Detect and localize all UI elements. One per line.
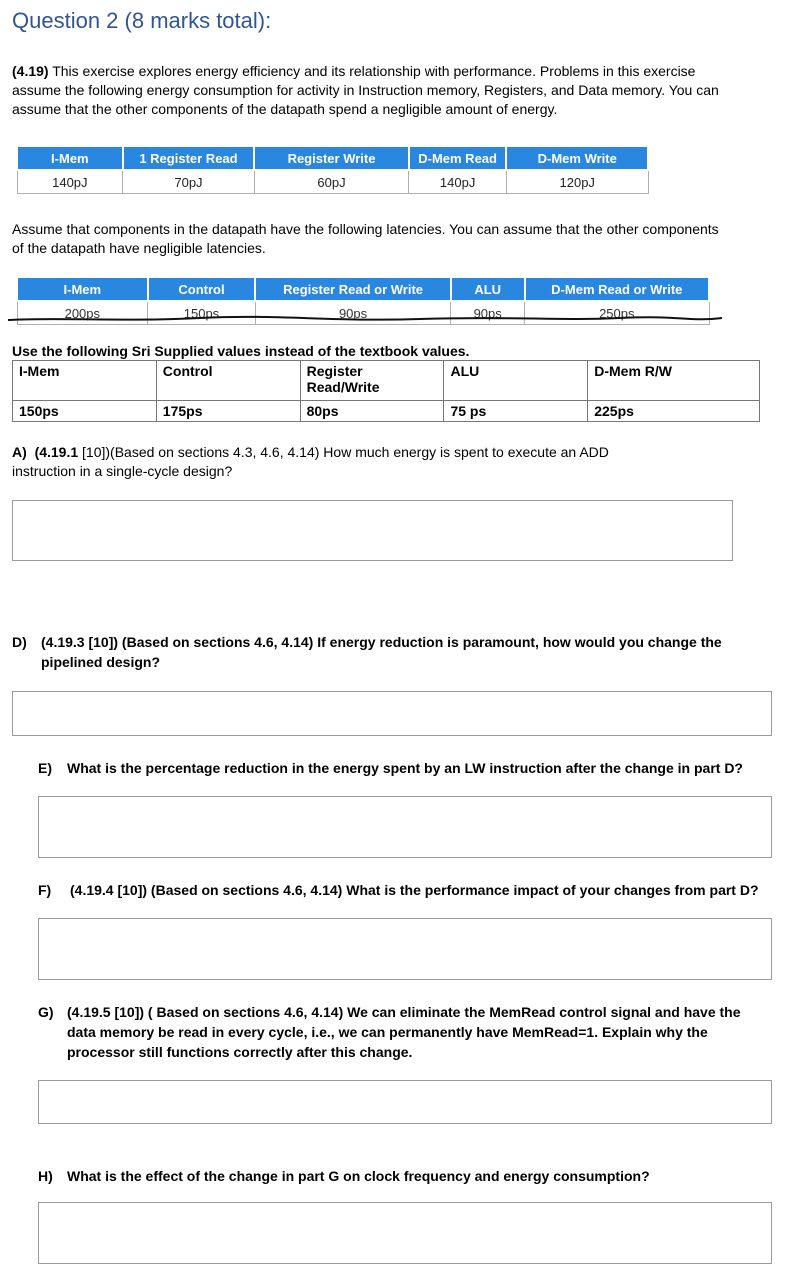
energy-header: 1 Register Read — [123, 146, 255, 170]
latency-header: Register Read or Write — [255, 277, 450, 301]
energy-header: D-Mem Read — [409, 146, 507, 170]
question-h — [38, 1166, 778, 1188]
energy-value: 140pJ — [17, 170, 123, 194]
answer-box-a[interactable] — [12, 500, 733, 561]
sri-header: ALU — [444, 361, 588, 401]
sri-header: I-Mem — [13, 361, 157, 401]
sri-value-row — [13, 401, 760, 422]
latency-header: I-Mem — [17, 277, 148, 301]
sri-table — [12, 360, 760, 422]
intro-ref: (4.19) — [12, 63, 49, 79]
energy-header: D-Mem Write — [506, 146, 648, 170]
answer-box-h[interactable] — [38, 1202, 772, 1264]
question-d-ref: (4.19.3 — [41, 634, 85, 650]
answer-box-d[interactable] — [12, 691, 772, 736]
question-d-body — [41, 632, 771, 672]
latency-value: 90ps — [451, 301, 525, 325]
energy-value: 60pJ — [254, 170, 409, 194]
question-h-label: H) — [38, 1168, 53, 1184]
question-d-text: [10]) (Based on sections 4.6, 4.14) If energy reduction is paramount, how would you change the pipelined design? — [41, 634, 722, 670]
question-a-label: A) — [12, 444, 27, 460]
question-f-text: [10]) (Based on sections 4.6, 4.14) What is the performance impact of your changes from part D? — [113, 882, 759, 898]
strikethrough-line — [0, 0, 796, 340]
question-f-ref: (4.19.4 — [70, 882, 114, 898]
question-e-label: E) — [38, 760, 52, 776]
answer-box-g[interactable] — [38, 1080, 772, 1124]
question-h-text: What is the effect of the change in part G on clock frequency and energy consumption? — [67, 1168, 650, 1184]
sri-value: 175ps — [156, 401, 300, 422]
question-f-body — [70, 880, 759, 900]
question-g-body — [67, 1002, 772, 1062]
sri-value: 150ps — [13, 401, 157, 422]
question-d-label: D) — [12, 634, 27, 650]
question-a-text: [10])(Based on sections 4.3, 4.6, 4.14) How much energy is spent to execute an ADD instruction in a single-cycle design? — [12, 444, 609, 479]
latency-value: 150ps — [148, 301, 256, 325]
question-e-text: What is the percentage reduction in the energy spent by an LW instruction after the change in part D? — [67, 760, 743, 776]
question-g-text: [10]) ( Based on sections 4.6, 4.14) We can eliminate the MemRead control signal and have the data memory be read in every cycle, i.e., we can permanently have MemRead=1. Explain why the processor still functions correctly after this change. — [67, 1004, 741, 1060]
latency-header: D-Mem Read or Write — [525, 277, 709, 301]
intro-text: This exercise explores energy efficiency and its relationship with performance. Problems in this exercise assume the following energy consumption for activity in Instruction memory, Registers, and Data memory. You can assume that the other components of the datapath spend a negligible amount of energy. — [12, 63, 719, 117]
latency-value: 250ps — [525, 301, 709, 325]
question-f — [38, 880, 788, 902]
latency-header: Control — [148, 277, 256, 301]
sri-value: 225ps — [588, 401, 760, 422]
sri-header: D-Mem R/W — [588, 361, 760, 401]
question-g — [38, 1002, 778, 1064]
sri-value: 80ps — [300, 401, 444, 422]
latency-value: 90ps — [255, 301, 450, 325]
question-a — [12, 443, 672, 481]
question-g-ref: (4.19.5 — [67, 1004, 111, 1020]
latency-value: 200ps — [17, 301, 148, 325]
energy-value: 120pJ — [506, 170, 648, 194]
answer-box-e[interactable] — [38, 796, 772, 858]
sri-header: Register Read/Write — [300, 361, 444, 401]
sri-header-row — [13, 361, 760, 401]
question-a-ref: (4.19.1 — [34, 444, 79, 460]
energy-header: I-Mem — [17, 146, 123, 170]
page-title: Question 2 (8 marks total): — [12, 8, 272, 33]
energy-value: 140pJ — [409, 170, 507, 194]
question-f-label: F) — [38, 882, 52, 898]
latency-intro: Assume that components in the datapath have the following latencies. You can assume that the other components of the datapath have negligible latencies. — [12, 221, 719, 256]
energy-value: 70pJ — [123, 170, 255, 194]
sri-note: Use the following Sri Supplied values instead of the textbook values. — [12, 343, 470, 359]
latency-header: ALU — [451, 277, 525, 301]
question-d — [12, 632, 772, 674]
energy-header: Register Write — [254, 146, 409, 170]
sri-header: Control — [156, 361, 300, 401]
question-e — [38, 758, 778, 780]
question-g-label: G) — [38, 1004, 54, 1020]
answer-box-f[interactable] — [38, 918, 772, 980]
sri-value: 75 ps — [444, 401, 588, 422]
